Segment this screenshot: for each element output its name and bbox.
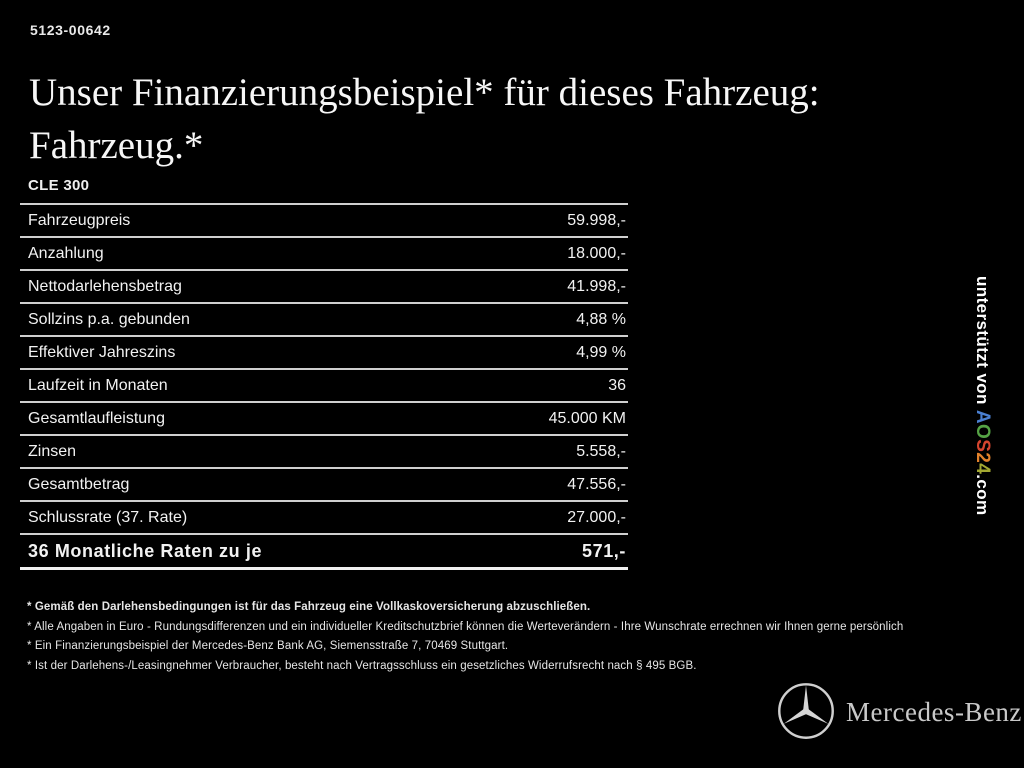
sponsor-brand-letter: S bbox=[972, 439, 993, 453]
row-value: 41.998,- bbox=[567, 277, 626, 295]
row-label: Gesamtbetrag bbox=[28, 475, 130, 493]
table-row bbox=[20, 335, 628, 368]
sponsor-suffix: .com bbox=[973, 474, 992, 516]
page-title-line2: Fahrzeug.* bbox=[29, 124, 204, 167]
page-title-line1: Unser Finanzierungsbeispiel* für dieses Fahrzeug: bbox=[29, 71, 820, 114]
vehicle-model-label: CLE 300 bbox=[28, 177, 90, 194]
row-value: 47.556,- bbox=[567, 475, 626, 493]
table-row bbox=[20, 434, 628, 467]
table-row bbox=[20, 302, 628, 335]
document-id: 5123-00642 bbox=[30, 22, 111, 38]
table-row bbox=[20, 401, 628, 434]
row-label: Effektiver Jahreszins bbox=[28, 343, 176, 361]
sponsor-brand-letter: 2 bbox=[972, 452, 993, 464]
table-row bbox=[20, 236, 628, 269]
footnote-line: * Ein Finanzierungsbeispiel der Mercedes-Benz Bank AG, Siemensstraße 7, 70469 Stuttgart. bbox=[27, 640, 509, 652]
table-row bbox=[20, 203, 628, 236]
row-label: Fahrzeugpreis bbox=[28, 211, 131, 229]
mercedes-star-icon bbox=[776, 681, 836, 741]
total-row-label: 36 Monatliche Raten zu je bbox=[28, 540, 263, 561]
table-row bbox=[20, 467, 628, 500]
sponsor-prefix: unterstützt von bbox=[973, 276, 992, 410]
row-label: Anzahlung bbox=[28, 244, 104, 262]
row-label: Schlussrate (37. Rate) bbox=[28, 508, 188, 526]
row-value: 27.000,- bbox=[567, 508, 626, 526]
footnotes bbox=[27, 598, 1012, 676]
footnote-line: * Alle Angaben in Euro - Rundungsdifferenzen und ein individueller Kreditschutzbrief können die Werteverändern - Ihre Wunschrate errechnen wir Ihnen gerne persönlich bbox=[27, 620, 904, 633]
total-row-value: 571,- bbox=[581, 540, 626, 561]
sponsor-brand-letter: O bbox=[972, 424, 993, 440]
table-row bbox=[20, 500, 628, 533]
financing-table bbox=[20, 203, 628, 570]
row-label: Sollzins p.a. gebunden bbox=[28, 310, 190, 328]
row-label: Nettodarlehensbetrag bbox=[28, 277, 182, 295]
sponsor-brand-letter: 4 bbox=[972, 463, 993, 475]
page-title bbox=[29, 66, 989, 172]
brand-logo bbox=[776, 681, 1022, 741]
row-value: 4,88 % bbox=[576, 310, 626, 328]
row-label: Zinsen bbox=[28, 442, 77, 460]
row-value: 18.000,- bbox=[567, 244, 626, 262]
table-row bbox=[20, 269, 628, 302]
sponsor-brand-letter: A bbox=[972, 409, 993, 425]
table-row bbox=[20, 368, 628, 401]
brand-wordmark: Mercedes-Benz bbox=[846, 696, 1022, 727]
row-value: 45.000 KM bbox=[548, 409, 626, 427]
footnote-line: * Gemäß den Darlehensbedingungen ist für das Fahrzeug eine Vollkaskoversicherung abzuschließen. bbox=[27, 601, 591, 613]
row-value: 36 bbox=[608, 376, 626, 394]
row-value: 5.558,- bbox=[576, 442, 626, 460]
row-label: Gesamtlaufleistung bbox=[28, 409, 165, 427]
row-value: 4,99 % bbox=[576, 343, 626, 361]
row-value: 59.998,- bbox=[567, 211, 626, 229]
footnote-line: * Ist der Darlehens-/Leasingnehmer Verbraucher, besteht nach Vertragsschluss ein gesetzliches Widerrufsrecht nach § 495 BGB. bbox=[27, 659, 697, 672]
table-total-row bbox=[20, 533, 628, 567]
row-label: Laufzeit in Monaten bbox=[28, 376, 168, 394]
sponsor-vertical-text bbox=[971, 276, 993, 516]
